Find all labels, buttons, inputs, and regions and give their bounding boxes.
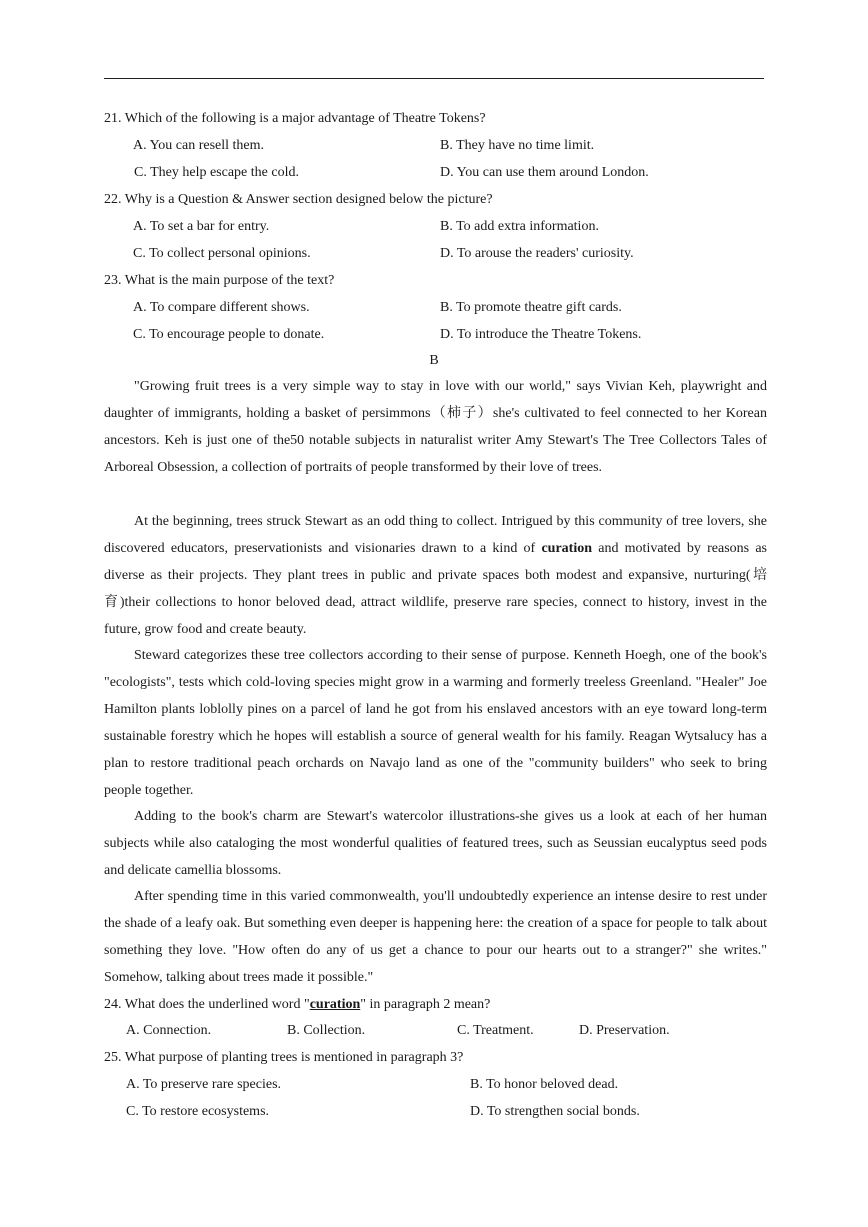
passage-paragraph-3: Steward categorizes these tree collectors according to their sense of purpose. Kenneth Hoegh, one of the book's "ecologists", tests which cold-loving species might grow in a warming and formerly treeless Greenland. "Healer" Joe Hamilton plants loblolly pines on a parcel of land he got from his enslaved ancestors with an eye toward long-term sustainable forestry which he hopes will establish a source of general wealth for his family. Reagan Wytsalucy has a plan to restore traditional peach orchards on Navajo land as one of the "community builders" who seek to bring people together.: [104, 648, 767, 798]
question-24-option-a: A. Connection.: [126, 1023, 212, 1038]
paragraph-2-text-start: At the beginning, trees struck Stewart as an odd thing to collect. Intrigued by this community of tree lovers, she discovered educators, preservationists and visionaries drawn to a kind of: [104, 514, 767, 556]
question-25-option-c: C. To restore ecosystems.: [126, 1104, 270, 1119]
passage-paragraph-2: [104, 508, 767, 643]
question-23-option-b: B. To promote theatre gift cards.: [440, 300, 622, 315]
question-22-option-d: D. To arouse the readers' curiosity.: [440, 246, 634, 261]
curation-highlight: curation: [541, 541, 592, 556]
section-b-label: B: [429, 353, 439, 368]
question-21-option-d: D. You can use them around London.: [440, 165, 649, 180]
question-21-option-a: A. You can resell them.: [133, 138, 265, 153]
question-22-option-c: C. To collect personal opinions.: [133, 246, 311, 261]
question-23-option-c: C. To encourage people to donate.: [133, 327, 325, 342]
question-22-stem: 22. Why is a Question & Answer section designed below the picture?: [104, 192, 493, 207]
question-23-option-d: D. To introduce the Theatre Tokens.: [440, 327, 642, 342]
question-22-option-a: A. To set a bar for entry.: [133, 219, 270, 234]
question-24-option-d: D. Preservation.: [579, 1023, 670, 1038]
question-23-stem: 23. What is the main purpose of the text?: [104, 273, 335, 288]
passage-paragraph-5: After spending time in this varied commonwealth, you'll undoubtedly experience an intense desire to rest under the shade of a leafy oak. But something even deeper is happening here: the creation of a space for people to talk about something they love. "How often do any of us get a chance to pour our hearts out to a stranger?" she writes." Somehow, talking about trees made it possible.": [104, 889, 767, 985]
question-25-option-d: D. To strengthen social bonds.: [470, 1104, 640, 1119]
paragraph-2-text-end: and motivated by reasons as diverse as their projects. They plant trees in public and private spaces both modest and expansive, nurturing(培育)their collections to honor beloved dead, attract wildlife, preserve rare species, connect to history, invest in the future, grow food and create beauty.: [104, 541, 767, 637]
question-24-underlined-word: curation: [309, 997, 361, 1012]
question-24-stem-start: 24. What does the underlined word ": [104, 997, 310, 1012]
question-25-option-a: A. To preserve rare species.: [126, 1077, 282, 1092]
passage-paragraph-4: Adding to the book's charm are Stewart's watercolor illustrations-she gives us a look at each of her human subjects while also cataloging the most wonderful qualities of featured trees, such as Seussian eucalyptus seed pods and delicate camellia blossoms.: [104, 809, 767, 878]
question-24-option-c: C. Treatment.: [457, 1023, 534, 1038]
question-22-option-b: B. To add extra information.: [440, 219, 599, 234]
header-rule: [104, 78, 764, 79]
question-21-stem: 21. Which of the following is a major advantage of Theatre Tokens?: [104, 111, 486, 126]
question-23-option-a: A. To compare different shows.: [133, 300, 310, 315]
question-25-stem: 25. What purpose of planting trees is mentioned in paragraph 3?: [104, 1050, 464, 1065]
question-21-option-c: C. They help escape the cold.: [134, 165, 299, 180]
question-24-option-b: B. Collection.: [287, 1023, 366, 1038]
question-21-option-b: B. They have no time limit.: [440, 138, 595, 153]
passage-paragraph-1: "Growing fruit trees is a very simple way to stay in love with our world," says Vivian Keh, playwright and daughter of immigrants, holding a basket of persimmons（柿子）she's cultivated to feel connected to her Korean ancestors. Keh is just one of the50 notable subjects in naturalist writer Amy Stewart's The Tree Collectors Tales of Arboreal Obsession, a collection of portraits of people transformed by their love of trees.: [104, 379, 767, 475]
question-24-stem-end: " in paragraph 2 mean?: [360, 997, 491, 1012]
question-24-stem: [104, 996, 490, 1014]
question-25-option-b: B. To honor beloved dead.: [470, 1077, 619, 1092]
